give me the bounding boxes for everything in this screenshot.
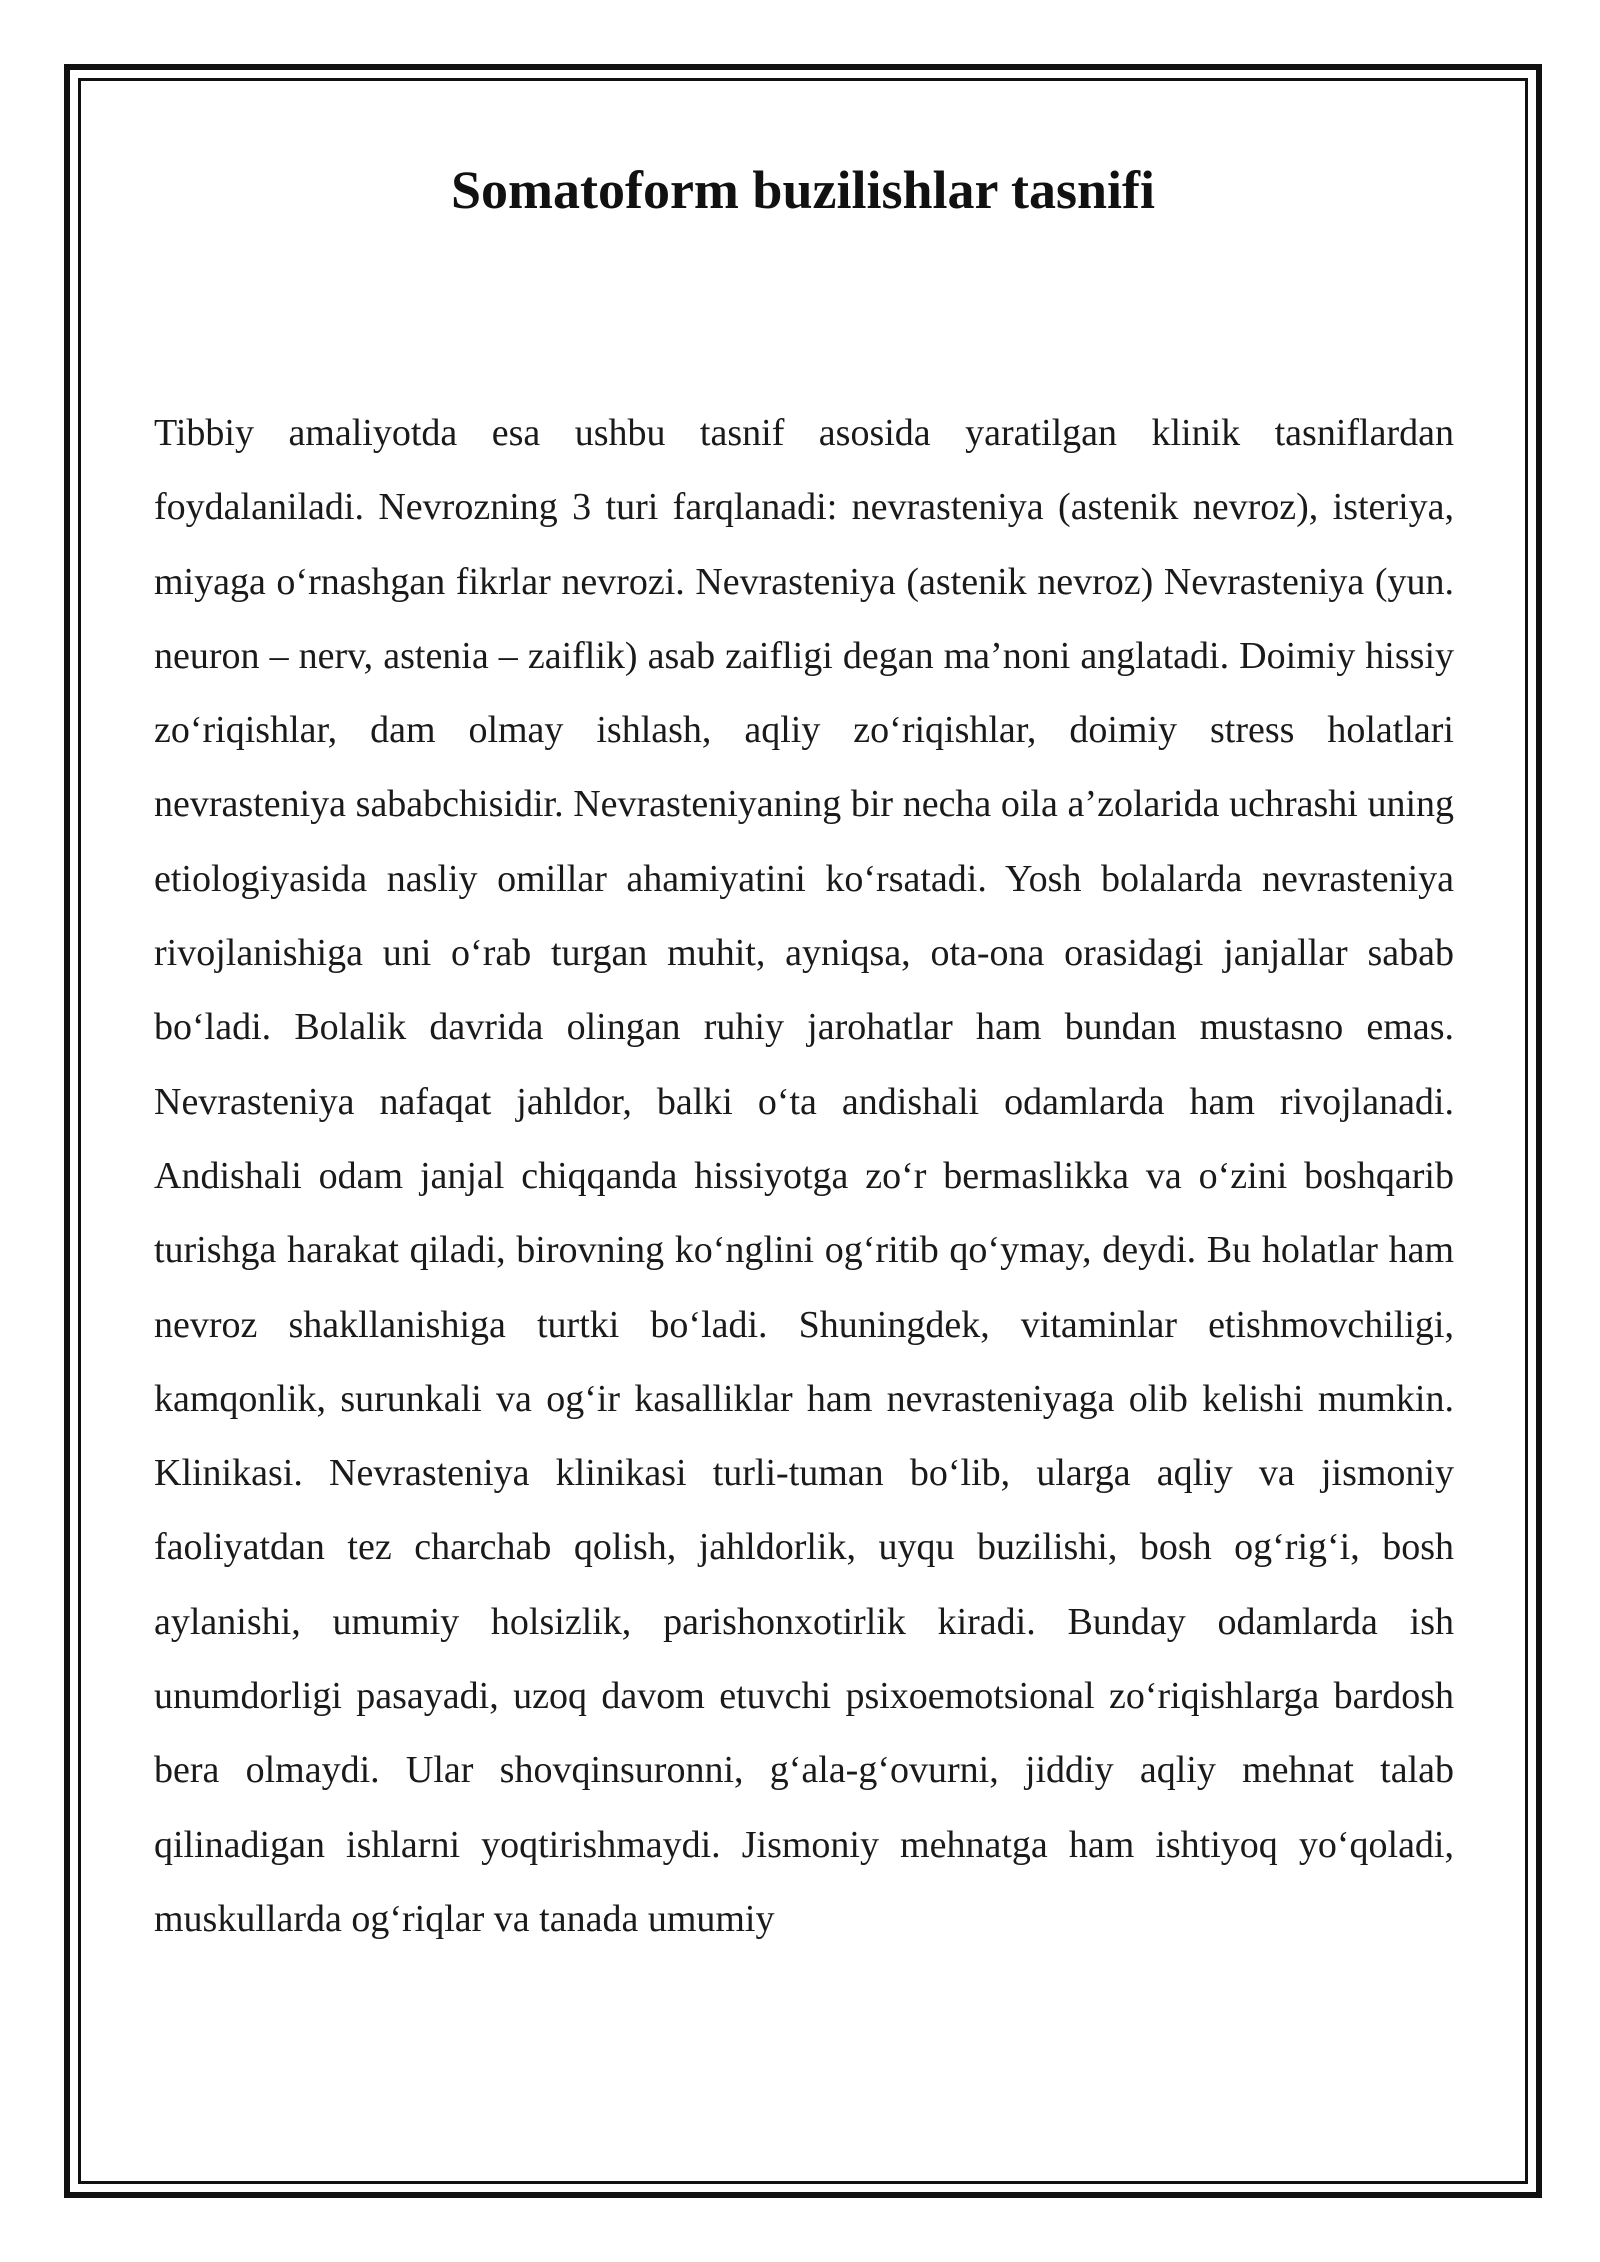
document-title: Somatoform buzilishlar tasnifi [450, 160, 1156, 220]
body-paragraph: Tibbiy amaliyotda esa ushbu tasnif asosida yaratilgan klinik tasniflardan foydalaniladi. Nevrozning 3 turi farqlanadi: nevrasteniya (astenik nevroz), isteriya, miyaga o‘rnashgan fikrlar nevrozi. Nevrasteniya (astenik nevroz) Nevrasteniya (yun. neuron – nerv, astenia – zaiflik) asab zaifligi degan ma’noni anglatadi. Doimiy hissiy zo‘riqishlar, dam olmay ishlash, aqliy zo‘riqishlar, doimiy stress holatlari nevrasteniya sababchisidir. Nevrasteniyaning bir necha oila a’zolarida uchrashi uning etiologiyasida nasliy omillar ahamiyatini ko‘rsatadi. Yosh bolalarda nevrasteniya rivojlanishiga uni o‘rab turgan muhit, ayniqsa, ota-ona orasidagi janjallar sabab bo‘ladi. Bolalik davrida olingan ruhiy jarohatlar ham bundan mustasno emas. Nevrasteniya nafaqat jahldor, balki o‘ta andishali odamlarda ham rivojlanadi. Andishali odam janjal chiqqanda hissiyotga zo‘r bermaslikka va o‘zini boshqarib turishga harakat qiladi, birovning ko‘nglini og‘ritib qo‘ymay, deydi. Bu holatlar ham nevroz shakllanishiga turtki bo‘ladi. Shuningdek, vitaminlar etishmovchiligi, kamqonlik, surunkali va og‘ir kasalliklar ham nevrasteniyaga olib kelishi mumkin. Klinikasi. Nevrasteniya klinikasi turli-tuman bo‘lib, ularga aqliy va jismoniy faoliyatdan tez charchab qolish, jahldorlik, uyqu buzilishi, bosh og‘rig‘i, bosh aylanishi, umumiy holsizlik, parishonxotirlik kiradi. Bunday odamlarda ish unumdorligi pasayadi, uzoq davom etuvchi psixoemotsional zo‘riqishlarga bardosh bera olmaydi. Ular shovqinsuronni, g‘ala-g‘ovurni, jiddiy aqliy mehnat talab qilinadigan ishlarni yoqtirishmaydi. Jismoniy mehnatga ham ishtiyoq yo‘qoladi, muskullarda og‘riqlar va tanada umumiy [154, 412, 1454, 1940]
